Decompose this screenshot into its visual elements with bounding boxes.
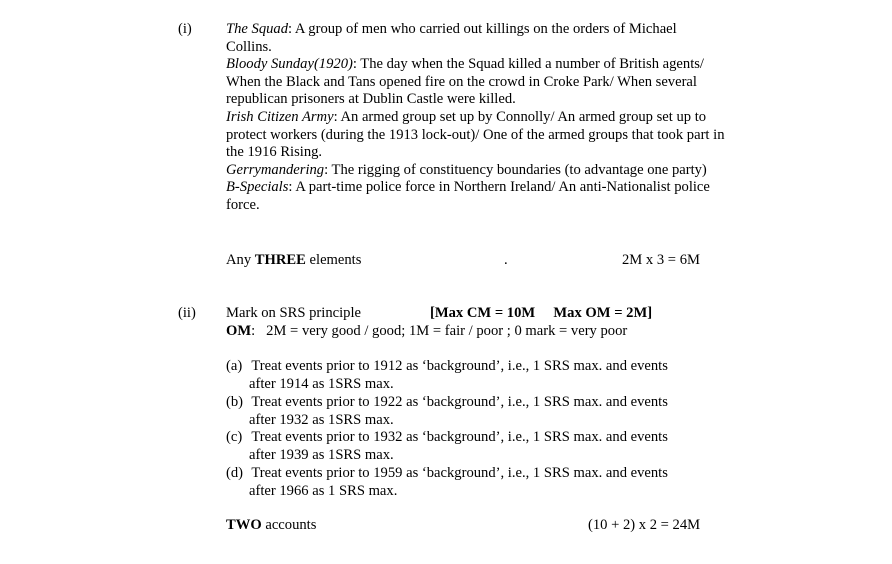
definition-the-squad <box>226 21 726 56</box>
definition-irish-citizen-army <box>226 109 726 162</box>
summary-suffix: elements <box>305 252 362 268</box>
accounts-suffix: accounts <box>261 517 317 533</box>
srs-principle-label: Mark on SRS principle <box>226 305 361 321</box>
list-item-label: (c) <box>226 429 243 445</box>
definition-text: : A group of men who carried out killings on the orders of Michael Collins. <box>226 21 677 55</box>
definition-text: : A part-time police force in Northern Ireland/ An anti-Nationalist police force. <box>226 179 710 213</box>
list-item-a <box>226 358 706 393</box>
definition-text: : The rigging of constituency boundaries (to advantage one party) <box>324 161 707 178</box>
part-i-numeral: (i) <box>178 21 192 37</box>
definition-text: : The day when the Squad killed a number of British agents/ When the Black and Tans opened fire on the crowd in Croke Park/ When several republican prisoners at Dublin Castle were killed. <box>226 56 704 108</box>
list-item-line1: Treat events prior to 1922 as ‘background’, i.e., 1 SRS max. and events <box>251 394 668 410</box>
list-item-label: (d) <box>226 465 244 481</box>
list-item-c <box>226 429 706 464</box>
summary-dot: . <box>504 252 508 268</box>
summary-prefix: Any <box>226 252 255 268</box>
definition-term: The Squad <box>226 21 289 37</box>
accounts-marks: (10 + 2) x 2 = 24M <box>588 517 701 533</box>
summary-bold: THREE <box>254 252 306 268</box>
max-marks-label: [Max CM = 10M Max OM = 2M] <box>430 305 653 321</box>
list-item-line2: after 1914 as 1SRS max. <box>249 375 394 392</box>
part-ii-numeral: (ii) <box>178 305 196 321</box>
list-item-line2: after 1939 as 1SRS max. <box>249 446 394 463</box>
definition-text: : An armed group set up by Connolly/ An armed group set up to protect workers (during the 1913 lock-out)/ One of the armed groups that took part in the 1916 Rising. <box>226 108 725 161</box>
list-item-b <box>226 394 706 429</box>
list-item-line2: after 1932 as 1SRS max. <box>249 411 394 428</box>
accounts-line <box>226 517 316 534</box>
om-label: OM <box>226 323 252 339</box>
accounts-bold: TWO <box>226 517 262 533</box>
list-item-d <box>226 465 706 500</box>
definition-bloody-sunday <box>226 56 726 109</box>
part-i-marks: 2M x 3 = 6M <box>622 252 700 268</box>
definition-b-specials <box>226 179 726 214</box>
definition-term: Gerrymandering <box>226 161 325 178</box>
definitions-block <box>226 21 726 215</box>
definition-term: Bloody Sunday(1920) <box>226 56 353 73</box>
list-item-line1: Treat events prior to 1959 as ‘background’, i.e., 1 SRS max. and events <box>251 465 668 481</box>
list-item-line2: after 1966 as 1 SRS max. <box>249 482 398 499</box>
list-item-label: (b) <box>226 394 244 410</box>
list-item-line1: Treat events prior to 1912 as ‘background’, i.e., 1 SRS max. and events <box>251 358 668 374</box>
part-i-summary <box>226 252 361 269</box>
list-item-line1: Treat events prior to 1932 as ‘background’, i.e., 1 SRS max. and events <box>251 429 668 445</box>
list-item-label: (a) <box>226 358 243 374</box>
definition-term: Irish Citizen Army <box>226 108 334 125</box>
definition-term: B-Specials <box>226 179 289 196</box>
om-line <box>226 323 627 340</box>
om-text: : 2M = very good / good; 1M = fair / poor ; 0 mark = very poor <box>251 323 628 339</box>
definition-gerrymandering <box>226 162 726 180</box>
